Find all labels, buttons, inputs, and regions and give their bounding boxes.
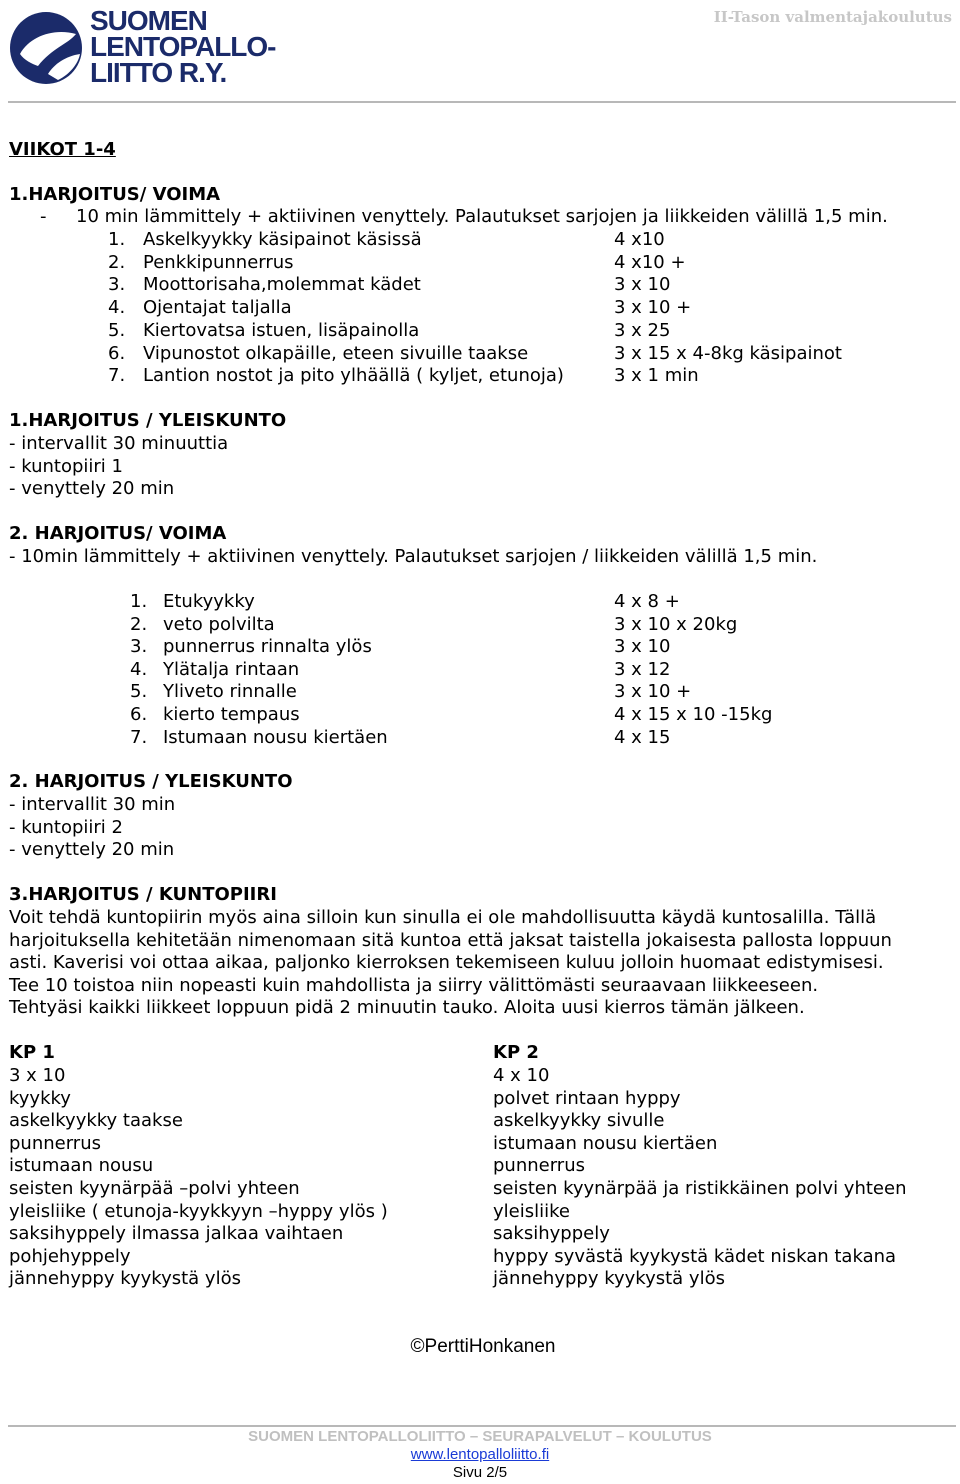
kp2-line: jännehyppy kyykystä ylös (493, 1268, 725, 1290)
exercise-number: 5. (108, 319, 126, 341)
footer-page-number: Sivu 2/5 (452, 1464, 508, 1481)
copyright-text: ©PerttiHonkanen (410, 1336, 556, 1357)
exercise-sets: 3 x 25 (614, 319, 671, 341)
exercise-sets: 4 x 15 x 10 -15kg (614, 704, 773, 725)
exercise-sets: 3 x 15 x 4-8kg käsipainot (614, 342, 842, 364)
kp1-line: 3 x 10 (9, 1065, 66, 1086)
h3-paragraph-line: Tee 10 toistoa niin nopeasti kuin mahdollista ja siirry välittömästi seuraavaan liikkeeseen. (9, 975, 819, 996)
exercise-sets: 4 x10 (614, 229, 665, 250)
h1y-line: - kuntopiiri 1 (9, 456, 123, 477)
h1-title: 1.HARJOITUS/ VOIMA (9, 184, 221, 205)
header-divider (8, 101, 956, 103)
exercise-name: Istumaan nousu kiertäen (163, 726, 388, 748)
logo-line: SUOMEN (90, 5, 207, 36)
exercise-number: 2. (130, 613, 148, 635)
kp2-line: askelkyykky sivulle (493, 1110, 665, 1132)
volleyball-logo-icon (8, 8, 88, 88)
logo-line: LENTOPALLO- (90, 31, 276, 62)
h2-intro: - 10min lämmittely + aktiivinen venyttely. Palautukset sarjojen / liikkeiden välillä 1,5 min. (9, 546, 818, 567)
kp1-line: saksihyppely ilmassa jalkaa vaihtaen (9, 1223, 344, 1245)
exercise-number: 1. (108, 229, 126, 250)
exercise-sets: 3 x 10 x 20kg (614, 613, 738, 635)
h3-paragraph-line: Tehtyäsi kaikki liikkeet loppuun pidä 2 minuutin tauko. Aloita uusi kierros tämän jälkeen. (9, 997, 805, 1018)
exercise-name: kierto tempaus (163, 704, 300, 725)
exercise-number: 4. (130, 658, 148, 680)
kp1-line: jännehyppy kyykystä ylös (9, 1268, 241, 1290)
exercise-name: punnerrus rinnalta ylös (163, 636, 372, 658)
exercise-number: 6. (130, 704, 148, 725)
exercise-sets: 3 x 10 + (614, 297, 692, 319)
kp1-line: yleisliike ( etunoja-kyykkyyn –hyppy ylös ) (9, 1200, 388, 1222)
kp2-line: saksihyppely (493, 1223, 610, 1245)
exercise-name: Kiertovatsa istuen, lisäpainolla (143, 319, 420, 341)
footer-website-link[interactable]: www.lentopalloliitto.fi (410, 1446, 550, 1463)
exercise-number: 6. (108, 342, 126, 364)
kp2-line: seisten kyynärpää ja ristikkäinen polvi yhteen (493, 1178, 907, 1199)
exercise-name: Yliveto rinnalle (163, 681, 297, 703)
footer-organization: SUOMEN LENTOPALLOLIITTO – SEURAPALVELUT – KOULUTUS (248, 1428, 712, 1445)
header-course-title: II-Tason valmentajakoulutus (713, 8, 952, 26)
exercise-name: Penkkipunnerrus (143, 251, 294, 273)
exercise-name: Etukyykky (163, 591, 255, 612)
h1-dash: - (40, 206, 47, 227)
exercise-number: 5. (130, 681, 148, 703)
exercise-number: 4. (108, 297, 126, 319)
exercise-number: 2. (108, 251, 126, 273)
exercise-name: veto polvilta (163, 613, 275, 635)
federation-logo (8, 6, 278, 90)
h1y-line: - intervallit 30 minuuttia (9, 433, 229, 454)
section-title: VIIKOT 1-4 (9, 139, 116, 160)
exercise-number: 1. (130, 591, 148, 612)
h3-paragraph-line: Voit tehdä kuntopiirin myös aina silloin kun sinulla ei ole mahdollisuutta käydä kuntosalilla. Tällä (9, 907, 877, 928)
exercise-sets: 3 x 12 (614, 658, 671, 680)
kp1-line: kyykky (9, 1087, 71, 1109)
exercise-name: Vipunostot olkapäille, eteen sivuille taakse (143, 342, 529, 364)
h3-paragraph-line: harjoituksella kehitetään nimenomaan sitä kuntoa että jaksat taistella jokaisesta pallosta loppuun (9, 930, 892, 951)
exercise-sets: 3 x 1 min (614, 365, 699, 387)
exercise-sets: 4 x10 + (614, 251, 686, 273)
h2-title: 2. HARJOITUS/ VOIMA (9, 523, 227, 544)
kp2-line: yleisliike (493, 1200, 570, 1222)
kp1-line: pohjehyppely (9, 1245, 131, 1267)
kp1-line: askelkyykky taakse (9, 1110, 183, 1132)
logo-wordmark (90, 5, 276, 88)
h2y-line: - kuntopiiri 2 (9, 817, 123, 838)
exercise-name: Ylätalja rintaan (163, 658, 300, 680)
exercise-sets: 3 x 10 (614, 636, 671, 658)
kp2-line: istumaan nousu kiertäen (493, 1132, 718, 1154)
exercise-sets: 3 x 10 (614, 274, 671, 296)
kp1-title: KP 1 (9, 1042, 55, 1063)
exercise-sets: 3 x 10 + (614, 681, 692, 703)
exercise-number: 3. (108, 274, 126, 296)
exercise-name: Lantion nostot ja pito ylhäällä ( kyljet, etunoja) (143, 365, 564, 387)
h3-paragraph-line: asti. Kaverisi voi ottaa aikaa, paljonko kierroksen tekemiseen kuluu jolloin huomaat edistymisesi. (9, 952, 884, 973)
exercise-name: Ojentajat taljalla (143, 297, 292, 319)
exercise-name: Moottorisaha,molemmat kädet (143, 274, 421, 296)
h1y-title: 1.HARJOITUS / YLEISKUNTO (9, 410, 287, 431)
kp1-line: punnerrus (9, 1132, 101, 1154)
footer-divider (8, 1425, 956, 1427)
h2y-line: - venyttely 20 min (9, 839, 175, 860)
exercise-sets: 4 x 15 (614, 726, 671, 748)
kp1-line: seisten kyynärpää –polvi yhteen (9, 1178, 300, 1199)
exercise-name: Askelkyykky käsipainot käsissä (143, 229, 422, 250)
logo-line: LIITTO R.Y. (90, 57, 227, 88)
exercise-number: 7. (108, 365, 126, 387)
h3-title: 3.HARJOITUS / KUNTOPIIRI (9, 884, 277, 905)
kp2-line: polvet rintaan hyppy (493, 1087, 681, 1109)
h2y-line: - intervallit 30 min (9, 794, 176, 815)
h1-intro: 10 min lämmittely + aktiivinen venyttely. Palautukset sarjojen ja liikkeiden välillä 1,5 min. (76, 206, 888, 227)
kp2-line: 4 x 10 (493, 1065, 550, 1086)
kp2-line: punnerrus (493, 1155, 585, 1177)
h2y-title: 2. HARJOITUS / YLEISKUNTO (9, 771, 293, 792)
exercise-number: 7. (130, 726, 148, 748)
kp2-title: KP 2 (493, 1042, 539, 1063)
kp1-line: istumaan nousu (9, 1155, 154, 1177)
exercise-number: 3. (130, 636, 148, 658)
kp2-line: hyppy syvästä kyykystä kädet niskan takana (493, 1245, 897, 1267)
exercise-sets: 4 x 8 + (614, 591, 680, 612)
h1y-line: - venyttely 20 min (9, 478, 175, 499)
